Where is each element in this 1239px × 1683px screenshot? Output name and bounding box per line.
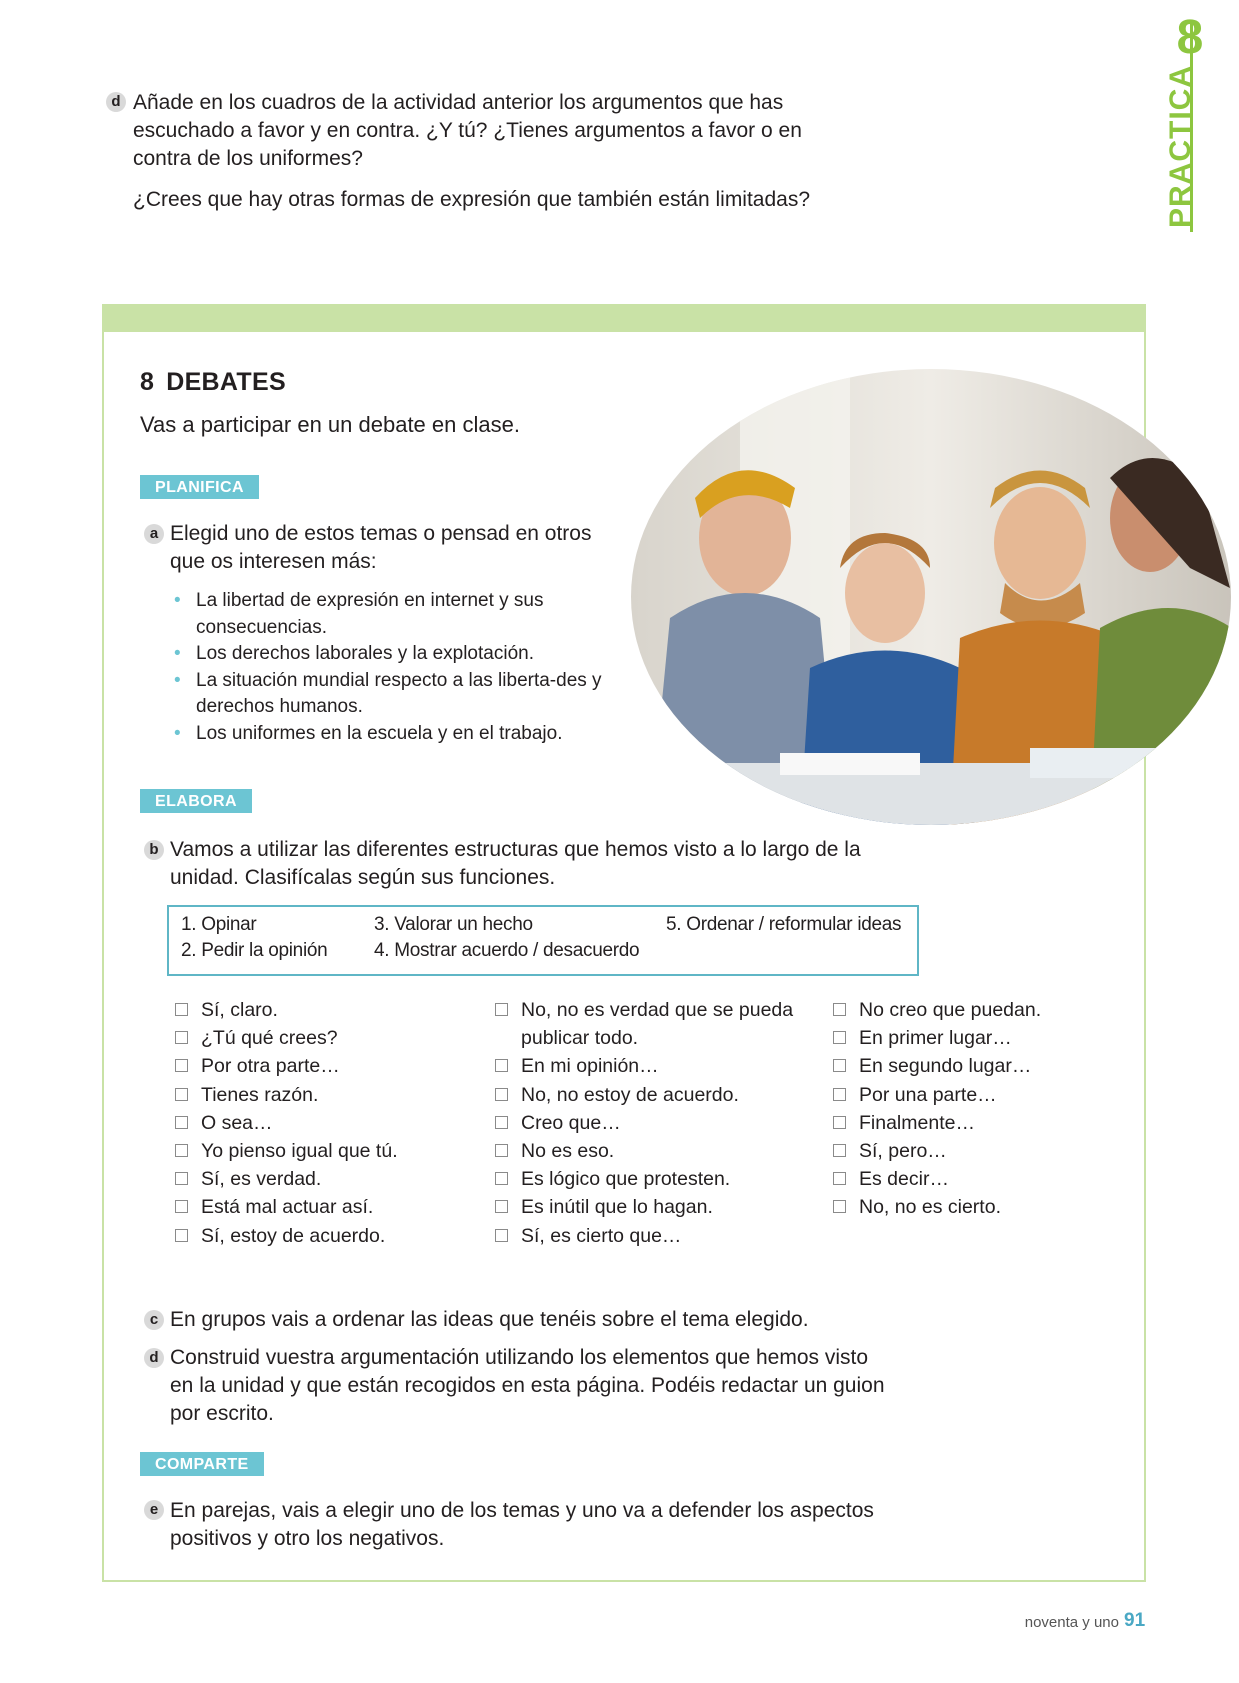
checklist-column-1 — [175, 996, 475, 1250]
checklist-item: Creo que… — [495, 1109, 825, 1137]
exercise-d-text: Construid vuestra argumentación utilizando los elementos que hemos visto en la unidad y que están recogidos en esta página. Podéis redactar un guion por escrito. — [170, 1346, 885, 1425]
bullet-icon: • — [174, 722, 181, 744]
list-item: • La situación mundial respecto a las liberta-des y derechos humanos. — [174, 669, 602, 717]
exercise-b-text: Vamos a utilizar las diferentes estructuras que hemos visto a lo largo de la unidad. Clasifícalas según sus funciones. — [170, 838, 861, 889]
checkbox[interactable] — [495, 1059, 508, 1072]
section-title-text: DEBATES — [166, 368, 286, 396]
exercise-badge-b: b — [144, 840, 164, 860]
function-item: 2. Pedir la opinión — [181, 940, 328, 961]
checklist-item: Por una parte… — [833, 1081, 1123, 1109]
checklist-item: ¿Tú qué crees? — [175, 1024, 475, 1052]
intro-text: Añade en los cuadros de la actividad anterior los argumentos que has escuchado a favor y en contra. ¿Y tú? ¿Tienes argumentos a favor o en contra de los uniformes? — [133, 91, 802, 170]
exercise-badge-d-intro: d — [106, 92, 126, 112]
function-item: 4. Mostrar acuerdo / desacuerdo — [374, 940, 640, 961]
checklist-item: Es inútil que lo hagan. — [495, 1193, 825, 1221]
tag-elabora: ELABORA — [140, 789, 252, 813]
exercise-badge-e: e — [144, 1500, 164, 1520]
checkbox[interactable] — [175, 1200, 188, 1213]
checkbox[interactable] — [495, 1144, 508, 1157]
checklist-item: En primer lugar… — [833, 1024, 1123, 1052]
checklist-item: Finalmente… — [833, 1109, 1123, 1137]
students-photo — [630, 368, 1232, 826]
exercise-badge-a: a — [144, 524, 164, 544]
checkbox[interactable] — [833, 1003, 846, 1016]
checkbox[interactable] — [495, 1003, 508, 1016]
checkbox[interactable] — [495, 1088, 508, 1101]
exercise-a-text: Elegid uno de estos temas o pensad en otros que os interesen más: — [170, 522, 592, 573]
function-item: 1. Opinar — [181, 914, 257, 935]
checkbox[interactable] — [175, 1031, 188, 1044]
checkbox[interactable] — [495, 1200, 508, 1213]
function-item: 3. Valorar un hecho — [374, 914, 533, 935]
checkbox[interactable] — [495, 1172, 508, 1185]
checklist-item: Es lógico que protesten. — [495, 1165, 825, 1193]
checklist-item: Sí, es verdad. — [175, 1165, 475, 1193]
checklist-item: No es eso. — [495, 1137, 825, 1165]
checkbox[interactable] — [833, 1031, 846, 1044]
exercise-e-text: En parejas, vais a elegir uno de los temas y uno va a defender los aspectos positivos y otro los negativos. — [170, 1499, 874, 1550]
checklist-column-3 — [833, 996, 1123, 1222]
checkbox[interactable] — [495, 1116, 508, 1129]
checkbox[interactable] — [833, 1088, 846, 1101]
section-number: 8 — [140, 368, 155, 396]
page-number: 91 — [1124, 1610, 1146, 1631]
checklist-item: No creo que puedan. — [833, 996, 1123, 1024]
checkbox[interactable] — [175, 1229, 188, 1242]
checklist-item: Por otra parte… — [175, 1052, 475, 1080]
checklist-item: No, no estoy de acuerdo. — [495, 1081, 825, 1109]
exercise-badge-d: d — [144, 1348, 164, 1368]
section-title — [140, 368, 286, 397]
checklist-item: Sí, es cierto que… — [495, 1222, 825, 1250]
checklist-item: No, no es cierto. — [833, 1193, 1123, 1221]
checklist-item: Yo pienso igual que tú. — [175, 1137, 475, 1165]
checkbox[interactable] — [495, 1229, 508, 1242]
function-item: 5. Ordenar / reformular ideas — [666, 914, 902, 935]
tag-planifica: PLANIFICA — [140, 475, 259, 499]
checklist-item: Tienes razón. — [175, 1081, 475, 1109]
checklist-item: Sí, estoy de acuerdo. — [175, 1222, 475, 1250]
checkbox[interactable] — [175, 1172, 188, 1185]
functions-box — [167, 905, 919, 976]
bullet-icon: • — [174, 643, 181, 664]
checkbox[interactable] — [175, 1059, 188, 1072]
checklist-column-2 — [495, 996, 825, 1250]
list-item: • Los derechos laborales y la explotación. — [170, 641, 640, 668]
exercise-c-text: En grupos vais a ordenar las ideas que tenéis sobre el tema elegido. — [170, 1308, 809, 1331]
bullet-icon: • — [174, 590, 181, 611]
page-number-words: noventa y uno — [1024, 1614, 1119, 1631]
checkbox[interactable] — [833, 1200, 846, 1213]
checklist-item: En segundo lugar… — [833, 1052, 1123, 1080]
checklist-item: Sí, claro. — [175, 996, 475, 1024]
chapter-number: 8 — [1176, 11, 1204, 64]
checkbox[interactable] — [175, 1088, 188, 1101]
checklist-item: Sí, pero… — [833, 1137, 1123, 1165]
checklist-item: Está mal actuar así. — [175, 1193, 475, 1221]
section-subtitle: Vas a participar en un debate en clase. — [140, 412, 520, 437]
topic-list — [170, 588, 640, 747]
checkbox[interactable] — [175, 1116, 188, 1129]
checkbox[interactable] — [833, 1172, 846, 1185]
chapter-tab-label: PRACTICA — [1164, 65, 1197, 228]
list-item: • Los uniformes en la escuela y en el trabajo. — [170, 721, 640, 748]
checklist-item: Es decir… — [833, 1165, 1123, 1193]
checkbox[interactable] — [175, 1144, 188, 1157]
exercise-badge-c: c — [144, 1310, 164, 1330]
bullet-icon: • — [174, 669, 181, 691]
list-item: • La libertad de expresión en internet y sus consecuencias. — [174, 590, 544, 638]
checkbox[interactable] — [833, 1116, 846, 1129]
tag-comparte: COMPARTE — [140, 1452, 264, 1476]
checklist-item: O sea… — [175, 1109, 475, 1137]
checkbox[interactable] — [833, 1059, 846, 1072]
checklist-item: En mi opinión… — [495, 1052, 825, 1080]
intro-question: ¿Crees que hay otras formas de expresión que también están limitadas? — [133, 188, 811, 211]
checklist-item: No, no es verdad que se pueda publicar todo. — [495, 996, 825, 1052]
checkbox[interactable] — [833, 1144, 846, 1157]
checkbox[interactable] — [175, 1003, 188, 1016]
